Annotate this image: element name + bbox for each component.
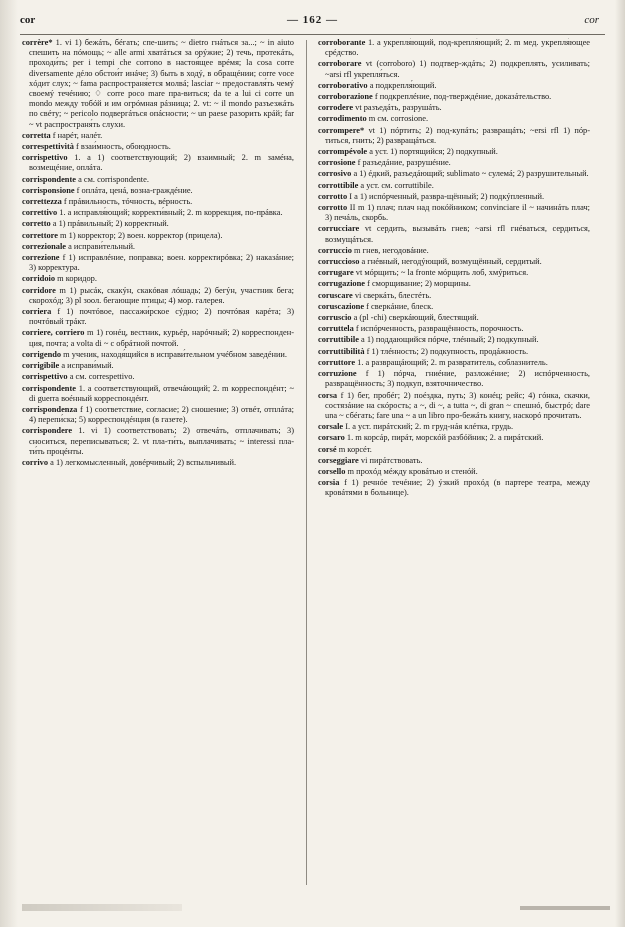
- dictionary-entry: [318, 38, 590, 58]
- dictionary-entry: [22, 197, 294, 207]
- entry-definition: vt 1) пóртить; 2) под-купáть; развращáть; ~ersi rfl 1) пóр-титься, гнить; 2) развращáться.: [325, 125, 590, 145]
- entry-definition: 1. vi 1) соответствовать; 2) отвечáть, отплачивать; 3) сноситься, переписываться; 2. vt пла-ти́ть, выплачивать; ~ interessi пла-ти́ть процéнты.: [29, 426, 294, 456]
- entry-definition: 1. m корсáр, пирáт, морскóй разбóйник; 2. a пирáтский.: [346, 433, 544, 443]
- entry-headword: corruccio: [318, 245, 352, 255]
- dictionary-entry: [318, 456, 590, 466]
- dictionary-entry: [318, 369, 590, 389]
- entry-headword: corroborare: [318, 59, 362, 69]
- entry-headword: corsia: [318, 478, 340, 488]
- dictionary-entry: [22, 231, 294, 241]
- dictionary-entry: [318, 203, 590, 223]
- dictionary-entry: [318, 302, 590, 312]
- right-column: [318, 38, 590, 898]
- page-shadow-left: [0, 0, 18, 927]
- entry-definition: m гнев, негодовáние.: [354, 245, 429, 255]
- running-head-right: cor: [584, 14, 599, 26]
- entry-definition: 1. a укрепля́ющий, под-крепля́ющий; 2. m мед. укрепля́ющее срéдство.: [325, 38, 590, 58]
- dictionary-entry: [22, 274, 294, 284]
- entry-definition: a гнéвный, негодýющий, возмущённый, сердитый.: [361, 257, 542, 267]
- entry-headword: corsale: [318, 422, 344, 432]
- dictionary-entry: [318, 224, 590, 244]
- entry-definition: f 1) бег, пробéг; 2) поéздка, путь; 3) конéц; рейс; 4) гóнка, скачки, состязáние на скóрость; a ~, di ~, a tutta ~, di gran ~ спешнó, быстрó; dare una ~ сбéгать; fare una ~ a un libro про-бежáть книгу, наскорó прочитать.: [325, 390, 590, 420]
- entry-definition: a уст. 1) портящийся; 2) подкупный.: [369, 147, 498, 157]
- entry-definition: m 1) гонéц, вестник, курьéр, нарóчный; 2) корреспонден-ция, почта; a volta di ~ с обрáтной почтой.: [29, 328, 294, 348]
- entry-definition: I. a уст. пирáтский; 2. m груд-нáя клéтка, грудь.: [345, 422, 514, 432]
- entry-headword: correspettività: [22, 142, 74, 152]
- dictionary-entry: [318, 81, 590, 91]
- running-head-left: cor: [20, 14, 36, 26]
- dictionary-entry: [22, 361, 294, 371]
- entry-definition: f разъедáние, разрушéние.: [357, 158, 451, 168]
- dictionary-entry: [318, 391, 590, 422]
- entry-headword: corrosione: [318, 158, 356, 168]
- entry-headword: corsa: [318, 390, 338, 400]
- dictionary-entry: [318, 92, 590, 102]
- entry-definition: f 1) пóрча, гниéние, разложéние; 2) испóрченность, развращённость; 3) подкуп, взяточничество.: [325, 369, 590, 389]
- entry-definition: a см. corrispondente.: [78, 174, 149, 184]
- entry-headword: corsello: [318, 466, 346, 476]
- entry-headword: corretta: [22, 130, 51, 140]
- entry-headword: coruscazione: [318, 301, 365, 311]
- dictionary-entry: [318, 478, 590, 498]
- entry-headword: corruttibilità: [318, 346, 365, 356]
- entry-headword: corrispettivo: [22, 153, 68, 163]
- dictionary-entry: [22, 208, 294, 218]
- entry-headword: correzione: [22, 253, 60, 263]
- entry-definition: vt мóрщить; ~ la fronte мóрщить лоб, хмýриться.: [355, 268, 529, 278]
- entry-definition: f 1) почтóвое, пассажи́рское сýдно; 2) почтóвая карéта; 3) почтóвый трáкт.: [29, 307, 294, 327]
- dictionary-entry: [318, 147, 590, 157]
- entry-headword: corrucciоso: [318, 257, 360, 267]
- dictionary-entry: [318, 291, 590, 301]
- entry-definition: a подкрепля́ющий.: [369, 80, 437, 90]
- dictionary-entry: [318, 169, 590, 179]
- entry-definition: f испóрченность, развращённость, порочность.: [355, 324, 524, 334]
- dictionary-entry: [318, 59, 590, 79]
- left-column: [22, 38, 294, 898]
- entry-definition: a 1) поддающийся пóрче, тлéнный; 2) подкупный.: [361, 335, 539, 345]
- entry-headword: corruttore: [318, 357, 356, 367]
- entry-headword: corretto: [22, 219, 51, 229]
- entry-definition: m коридор.: [57, 274, 97, 284]
- entry-headword: corsaro: [318, 433, 345, 443]
- entry-headword: corrigendo: [22, 349, 62, 359]
- entry-headword: coruscare: [318, 290, 353, 300]
- dictionary-entry: [22, 153, 294, 173]
- dictionary-entry: [22, 458, 294, 468]
- dictionary-entry: [22, 142, 294, 152]
- dictionary-entry: [22, 219, 294, 229]
- dictionary-entry: [318, 324, 590, 334]
- dictionary-entry: [22, 307, 294, 327]
- page-number: — 162 —: [287, 14, 338, 26]
- entry-headword: corrispondere: [22, 426, 73, 436]
- dictionary-entry: [22, 175, 294, 185]
- entry-definition: f 1) соответствие, согласие; 2) сношение; 3) отвéт, отплáта; 4) перепи́ска; 5) корреспондéнция (в газете).: [29, 404, 294, 425]
- entry-headword: correttore: [22, 230, 58, 240]
- entry-headword: corruscio: [318, 313, 352, 323]
- dictionary-entry: [318, 158, 590, 168]
- entry-headword: corroborativo: [318, 80, 368, 90]
- entry-definition: m прохóд мéжду кровáтью и стенóй.: [347, 466, 478, 476]
- entry-headword: corrotto: [318, 191, 348, 201]
- entry-definition: f 1) речнóе течéние; 2) ýзкий прохóд (в партере театра, между кровáтями в больнице).: [325, 478, 590, 498]
- entry-headword: corrisponsione: [22, 185, 75, 195]
- dictionary-entry: [22, 286, 294, 306]
- entry-headword: corridore: [22, 285, 56, 295]
- entry-headword: corrispondente: [22, 383, 76, 393]
- dictionary-entry: [22, 405, 294, 425]
- scan-smudge: [22, 904, 182, 911]
- dictionary-entry: [318, 126, 590, 146]
- entry-definition: a уст. см. corruttibile.: [360, 180, 434, 190]
- dictionary-entry: [318, 246, 590, 256]
- dictionary-entry: [318, 257, 590, 267]
- entry-definition: m корсéт.: [338, 444, 372, 454]
- dictionary-entry: [22, 242, 294, 252]
- entry-definition: a см. correspettivo.: [69, 372, 135, 382]
- entry-headword: correzionale: [22, 241, 67, 251]
- entry-definition: f сморщивание; 2) морщины.: [367, 279, 471, 289]
- entry-definition: f оплáта, ценá, возна-граждéние.: [76, 185, 193, 195]
- entry-headword: corrucciare: [318, 224, 360, 234]
- entry-headword: corriera: [22, 307, 52, 317]
- entry-definition: 1. vi 1) бежáть, бéгать; спе-шить; ~ dietro гнáться за...; ~ in aiuto спешить на пóмощь; ~ alle armi хватáться за орýжие; 2) течь, протекáть, проходи́ть; per i tempi che corrono в настоя́щее врéмя; la cosa corre diversamente дéло обстои́т инáче; 3) быть в ходý, в обращéнии; corre voce хóдит слух; ~ fama распространя́ется молвá; lasciar ~ предоставля́ть чемý своемý течéнию; ♢ corre poco mare пра-виться; da te a lui ci corre un mondo между тобóй и им огрóмная рáзница; 2. vt: ~ il mondo разъезжáть по свéту; ~ pericolo подвергáться опáсности; ~ un paese разорить крáй; far ~ vt распространя́ть слухи.: [29, 38, 294, 129]
- entry-definition: a исправи́мый.: [61, 361, 114, 371]
- entry-definition: f подкреплéние, под-тверждéние, доказáтельство.: [374, 92, 552, 102]
- entry-definition: f 1) исправлéние, поправка; воен. корректирóвка; 2) наказáние; 3) корректура.: [29, 253, 294, 273]
- entry-headword: corroborante: [318, 38, 366, 47]
- scan-mark: [520, 906, 610, 910]
- entry-headword: corrère*: [22, 38, 53, 47]
- entry-headword: correttezza: [22, 197, 62, 207]
- entry-headword: corrugazione: [318, 279, 365, 289]
- entry-headword: corruttela: [318, 324, 354, 334]
- entry-headword: corrispettivo: [22, 372, 68, 382]
- entry-headword: corruttibile: [318, 335, 359, 345]
- entry-headword: corrosivo: [318, 169, 352, 179]
- entry-headword: corrodimento: [318, 114, 367, 124]
- entry-definition: vi пирáтствовать.: [360, 455, 423, 465]
- page-shadow-right: [615, 0, 625, 927]
- entry-definition: a исправи́тельный.: [68, 241, 136, 251]
- dictionary-entry: [318, 279, 590, 289]
- dictionary-entry: [318, 422, 590, 432]
- dictionary-entry: [22, 38, 294, 130]
- entry-headword: corrugare: [318, 268, 354, 278]
- dictionary-entry: [318, 192, 590, 202]
- column-divider: [306, 40, 307, 885]
- dictionary-entry: [22, 186, 294, 196]
- dictionary-entry: [318, 103, 590, 113]
- entry-definition: a 1) éдкий, разъедáющий; sublimato ~ сулемá; 2) разрушительный.: [353, 169, 589, 179]
- entry-headword: corrigibile: [22, 361, 60, 371]
- entry-headword: corridoio: [22, 274, 56, 284]
- entry-definition: vt разъедáть, разрушáть.: [355, 103, 442, 113]
- entry-definition: a 1) легкомысленный, довéрчивый; 2) вспыльчивый.: [50, 457, 237, 467]
- entry-headword: corrispondenza: [22, 404, 78, 414]
- entry-headword: corrivo: [22, 457, 49, 467]
- dictionary-entry: [318, 433, 590, 443]
- entry-definition: f сверкáние, блеск.: [366, 301, 434, 311]
- dictionary-entry: [22, 253, 294, 273]
- dictionary-entry: [22, 426, 294, 457]
- entry-definition: f взаи́мность, обоюдность.: [76, 142, 171, 152]
- dictionary-entry: [22, 131, 294, 141]
- entry-headword: corsé: [318, 444, 337, 454]
- entry-headword: corrompévole: [318, 147, 368, 157]
- entry-headword: correttivo: [22, 208, 58, 218]
- dictionary-entry: [318, 114, 590, 124]
- entry-headword: corruzione: [318, 369, 357, 379]
- dictionary-entry: [22, 372, 294, 382]
- entry-definition: m см. corrosione.: [368, 114, 429, 124]
- dictionary-entry: [318, 313, 590, 323]
- entry-definition: vt (corroboro) 1) подтвер-ждáть; 2) подкреплять, усиливать; ~arsi rfl укрепля́ться.: [325, 59, 590, 79]
- dictionary-entry: [318, 181, 590, 191]
- entry-headword: corrompere*: [318, 125, 365, 135]
- dictionary-entry: [22, 328, 294, 348]
- entry-headword: corrottibile: [318, 180, 359, 190]
- entry-headword: corrodere: [318, 103, 354, 113]
- dictionary-entry: [318, 268, 590, 278]
- entry-definition: 1. a исправля́ющий; корректи́вный; 2. m коррекция, по-прáвка.: [59, 208, 283, 218]
- entry-definition: I a 1) испóрченный, развра-щённый; 2) подкýпленный.: [349, 191, 545, 201]
- dictionary-entry: [22, 384, 294, 404]
- entry-definition: II m 1) плач; плач над покóйником; convinciare il ~ начинáть плач; 3) печáль, скорбь.: [325, 203, 590, 223]
- entry-definition: f прáвильность, тóчность, вéрность.: [63, 197, 193, 207]
- dictionary-entry: [318, 467, 590, 477]
- entry-headword: corrispondente: [22, 174, 76, 184]
- dictionary-entry: [318, 445, 590, 455]
- entry-definition: m 1) рысáк, скакýн, скакóвая лóшадь; 2) бегýн, участник бега; скорохóд; 3) pl зоол. бегающие птицы; 4) мор. галерея.: [29, 285, 294, 305]
- entry-definition: vt сердить, вызывáть гнев; ~arsi rfl гнéваться, сердиться, возмущáться.: [325, 224, 590, 244]
- entry-headword: corrotto: [318, 203, 348, 213]
- dictionary-entry: [318, 347, 590, 357]
- entry-definition: f нарéт, налéт.: [52, 130, 103, 140]
- entry-headword: corseggiare: [318, 455, 359, 465]
- entry-definition: 1. a развращáющий; 2. m развратитель, соблазнитель.: [357, 357, 548, 367]
- entry-headword: corroborazione: [318, 92, 373, 102]
- dictionary-entry: [22, 350, 294, 360]
- entry-definition: a (pl -chi) сверкáющий, блестящий.: [353, 313, 479, 323]
- dictionary-entry: [318, 335, 590, 345]
- header-rule: [20, 34, 605, 35]
- entry-definition: 1. a 1) соответствующий; 2) взаимный; 2. m замéна, возмещéние, оплáта.: [29, 153, 294, 173]
- entry-definition: m 1) корректор; 2) воен. корректор (прицела).: [60, 230, 223, 240]
- page-header: [20, 14, 605, 34]
- entry-definition: f 1) тлéнность; 2) подкупность, продáжность.: [366, 346, 529, 356]
- entry-headword: corriere, corriero: [22, 328, 85, 338]
- entry-definition: a 1) прáвильный; 2) корректный.: [52, 219, 169, 229]
- entry-definition: vi сверкáть, блестéть.: [354, 290, 432, 300]
- dictionary-entry: [318, 358, 590, 368]
- entry-definition: 1. a соответствующий, отвечáющий; 2. m корреспондéнт; ~ di guerra воéнный корреспондéнт.: [29, 383, 294, 403]
- entry-definition: m ученик, находя́щийся в исправи́тельном учéбном заведéнии.: [63, 349, 288, 359]
